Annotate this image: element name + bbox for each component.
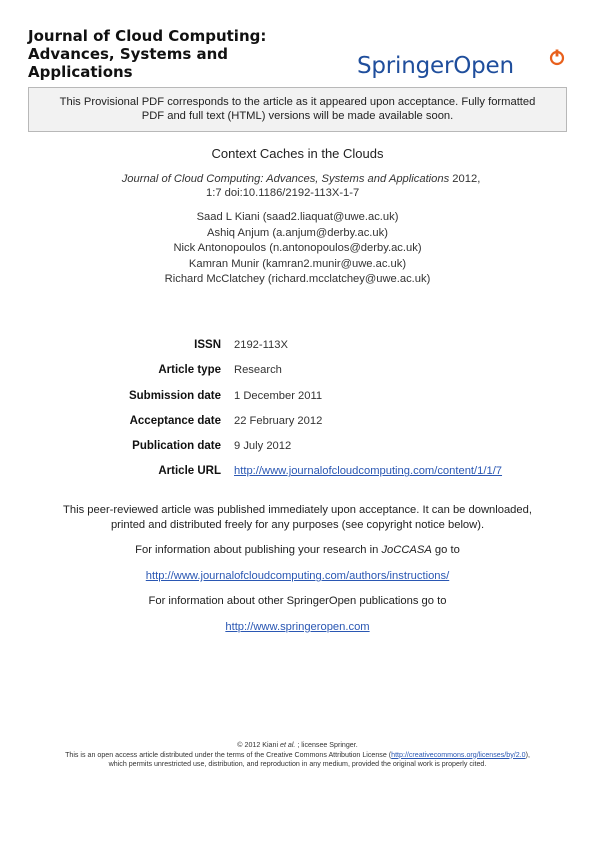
meta-value: 22 February 2012 (234, 414, 323, 427)
notice-line: This Provisional PDF corresponds to the article as it appeared upon acceptance. Fully formatted (59, 96, 536, 108)
meta-label: Submission date (128, 389, 221, 402)
license-suffix: ), (525, 750, 530, 759)
authors-instructions-row (0, 569, 595, 584)
publishing-info-suffix: go to (431, 544, 460, 556)
authors-instructions-link[interactable]: http://www.journalofcloudcomputing.com/authors/instructions/ (145, 570, 450, 582)
author-item: Richard McClatchey (richard.mcclatchey@uwe.ac.uk) (164, 273, 431, 285)
notice-line: PDF and full text (HTML) versions will be made available soon. (141, 109, 454, 122)
copyright-line (0, 741, 595, 751)
other-publications-info: For information about other SpringerOpen publications go to (148, 595, 447, 607)
article-url-link[interactable]: http://www.journalofcloudcomputing.com/content/1/1/7 (234, 465, 503, 478)
author-item: Ashiq Anjum (a.anjum@derby.ac.uk) (207, 226, 388, 239)
meta-value: Research (234, 364, 282, 377)
meta-label: Article URL (158, 465, 221, 478)
journal-title-line: Applications (28, 63, 133, 81)
meta-label: ISSN (194, 339, 221, 351)
citation-doi: 1:7 doi:10.1186/2192-113X-1-7 (206, 186, 360, 199)
peer-review-line: This peer-reviewed article was published immediately upon acceptance. It can be downloaded, (63, 504, 532, 516)
journal-title-line: Advances, Systems and (28, 45, 229, 63)
springeropen-link[interactable]: http://www.springeropen.com (225, 621, 370, 633)
article-metadata (0, 339, 595, 491)
license-prefix: This is an open access article distributed under the terms of the Creative Commons Attribution License ( (65, 750, 392, 759)
copyright-etal: et al. (280, 741, 296, 749)
meta-label: Acceptance date (129, 414, 221, 427)
copyright-footer (0, 741, 595, 770)
meta-row-issn (0, 339, 595, 364)
meta-row-submission-date (0, 390, 595, 415)
license-link[interactable]: http://creativecommons.org/licenses/by/2.0 (391, 750, 526, 759)
license-line-2: which permits unrestricted use, distribution, and reproduction in any medium, provided the original work is properly cited. (108, 760, 487, 768)
meta-row-article-type (0, 364, 595, 389)
meta-row-acceptance-date (0, 415, 595, 440)
meta-row-publication-date (0, 440, 595, 465)
meta-value: 2192-113X (234, 339, 288, 351)
peer-review-line: printed and distributed freely for any purposes (see copyright notice below). (110, 518, 485, 531)
publishing-info-journal: JoCCASA (381, 544, 432, 556)
copyright-suffix: ; licensee Springer. (295, 741, 358, 749)
publishing-info (0, 543, 595, 558)
citation-journal: Journal of Cloud Computing: Advances, Systems and Applications (121, 173, 450, 185)
author-list (0, 210, 595, 288)
license-line (0, 751, 595, 761)
author-item: Saad L Kiani (saad2.liaquat@uwe.ac.uk) (196, 211, 399, 223)
citation (106, 173, 496, 200)
meta-value: 9 July 2012 (234, 440, 292, 453)
springeropen-logo-mark-icon (548, 48, 566, 66)
springeropen-link-row (0, 620, 595, 635)
meta-label: Article type (158, 364, 221, 377)
publishing-info-prefix: For information about publishing your research in (135, 544, 382, 556)
copyright-prefix: © 2012 Kiani (237, 741, 280, 749)
author-item: Kamran Munir (kamran2.munir@uwe.ac.uk) (188, 257, 407, 270)
author-item: Nick Antonopoulos (n.antonopoulos@derby.ac.uk) (173, 242, 422, 254)
journal-title-line: Journal of Cloud Computing: (28, 27, 267, 45)
meta-row-article-url (0, 465, 595, 490)
citation-year: 2012, (449, 173, 481, 185)
citation-line (106, 173, 496, 187)
provisional-notice (28, 87, 567, 132)
article-title: Context Caches in the Clouds (211, 146, 384, 161)
peer-review-notice (0, 503, 595, 532)
meta-label: Publication date (132, 440, 221, 453)
journal-title (28, 27, 328, 81)
springeropen-logo: SpringerOpen (357, 53, 514, 79)
meta-value: 1 December 2011 (234, 389, 323, 402)
